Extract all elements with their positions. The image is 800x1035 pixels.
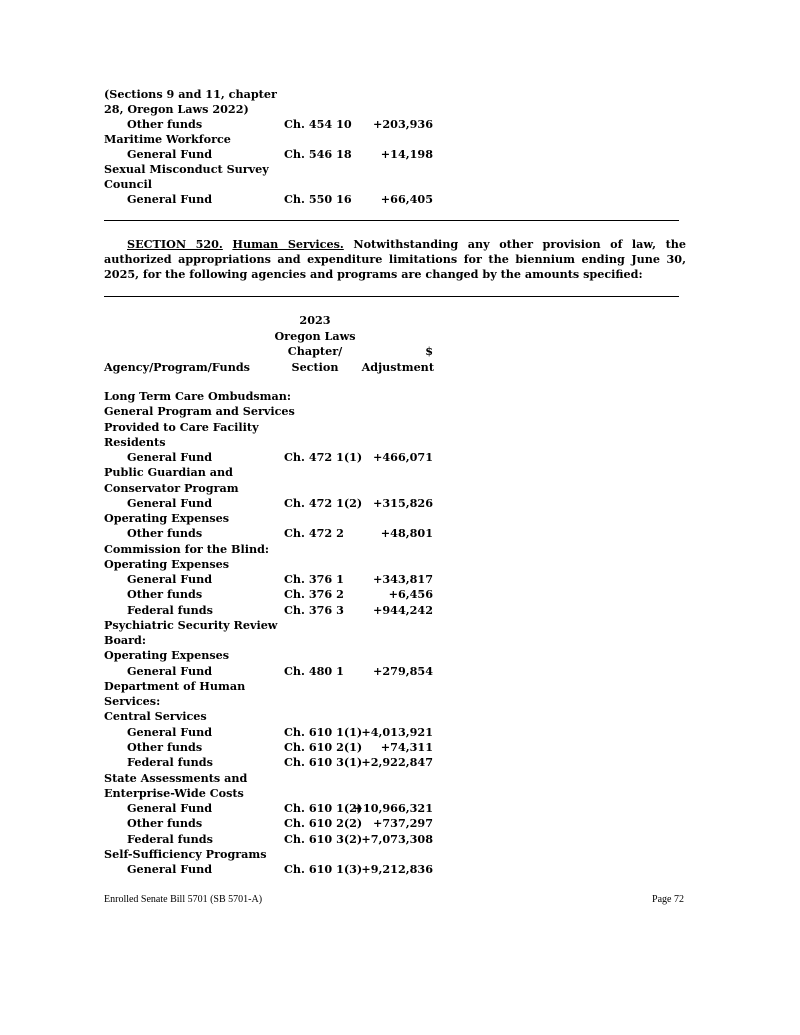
table-row-chapter: Ch. 472 1(1) xyxy=(284,450,363,465)
table-row-amount: +2,922,847 xyxy=(361,755,433,770)
section-520-paragraph xyxy=(104,237,686,282)
section-number: SECTION 520. xyxy=(127,237,223,251)
header-chapter-line4: Section xyxy=(291,359,339,374)
header-dollar: $ xyxy=(425,344,433,358)
table-row-label: Commission for the Blind: xyxy=(104,541,270,556)
top-row-amount: +14,198 xyxy=(380,147,433,161)
top-row-label: Sexual Misconduct Survey xyxy=(104,162,269,176)
table-row-label: Services: xyxy=(104,694,161,709)
table-row-chapter: Ch. 480 1 xyxy=(284,663,344,678)
top-row-label: Maritime Workforce xyxy=(104,132,231,146)
header-adjustment: Adjustment xyxy=(361,359,434,374)
top-row-amount: +66,405 xyxy=(380,192,433,206)
top-row-label: Council xyxy=(104,177,152,191)
table-row-label: General Fund xyxy=(127,801,213,816)
table-row-label: Board: xyxy=(104,633,147,648)
top-row-label: General Fund xyxy=(127,192,213,206)
table-row-amount: +10,966,321 xyxy=(353,801,433,816)
footer-bill-name: Enrolled Senate Bill 5701 (SB 5701-A) xyxy=(104,894,263,905)
table-row-label: Federal funds xyxy=(127,602,213,617)
table-row-label: General Program and Services xyxy=(104,404,295,419)
table-row-label: Federal funds xyxy=(127,831,213,846)
table-row-amount: +48,801 xyxy=(380,526,433,541)
top-row-chapter: Ch. 454 10 xyxy=(284,117,352,131)
table-row-chapter: Ch. 610 2(1) xyxy=(284,739,363,754)
table-row-chapter: Ch. 610 1(2) xyxy=(284,801,363,816)
section-text: Notwithstanding any other provision of law, the authorized appropriations and expenditure limitations for the biennium ending June 30, 2025, for the following agencies and programs are changed by the amounts specified: xyxy=(104,237,686,281)
table-row-label: State Assessments and xyxy=(104,770,248,785)
table-row-amount: +6,456 xyxy=(388,587,433,602)
table-row-label: Other funds xyxy=(127,526,203,541)
table-row-label: General Fund xyxy=(127,862,213,877)
top-row-label: (Sections 9 and 11, chapter xyxy=(104,87,277,101)
table-row-label: Other funds xyxy=(127,739,203,754)
table-row-label: Operating Expenses xyxy=(104,511,230,526)
table-row-label: Operating Expenses xyxy=(104,648,230,663)
table-row-label: Department of Human xyxy=(104,678,246,693)
footer-page-number: Page 72 xyxy=(652,894,684,905)
table-row-chapter: Ch. 376 1 xyxy=(284,572,344,587)
table-row-chapter: Ch. 472 2 xyxy=(284,526,344,541)
table-row-chapter: Ch. 610 1(1) xyxy=(284,724,363,739)
table-row-amount: +343,817 xyxy=(373,572,433,587)
table-row-amount: +944,242 xyxy=(373,602,433,617)
table-row-amount: +74,311 xyxy=(380,739,433,754)
table-row-label: Enterprise-Wide Costs xyxy=(104,785,244,800)
section-title: Human Services. xyxy=(232,237,344,251)
table-row-chapter: Ch. 472 1(2) xyxy=(284,495,363,510)
table-row-label: Public Guardian and xyxy=(104,465,233,480)
divider-top xyxy=(104,220,679,221)
table-row-label: Self-Sufficiency Programs xyxy=(104,846,267,861)
top-row-chapter: Ch. 546 18 xyxy=(284,147,352,161)
table-row-chapter: Ch. 376 3 xyxy=(284,602,344,617)
table-row-amount: +737,297 xyxy=(373,816,433,831)
table-row-label: Long Term Care Ombudsman: xyxy=(104,389,292,403)
top-row-label: 28, Oregon Laws 2022) xyxy=(104,102,249,116)
table-row-amount: +7,073,308 xyxy=(361,831,433,846)
header-chapter-line1: 2023 xyxy=(299,313,331,327)
header-agency: Agency/Program/Funds xyxy=(104,359,250,374)
table-row-label: Federal funds xyxy=(127,755,213,770)
header-chapter-line2: Oregon Laws xyxy=(274,328,356,343)
top-row-label: General Fund xyxy=(127,147,213,161)
table-row-amount: +4,013,921 xyxy=(361,724,433,739)
table-row-label: Conservator Program xyxy=(104,480,239,495)
table-row-amount: +9,212,836 xyxy=(361,862,433,877)
table-row-amount: +315,826 xyxy=(373,495,433,510)
table-row-chapter: Ch. 610 1(3) xyxy=(284,862,363,877)
table-row-amount: +466,071 xyxy=(373,450,433,465)
table-row-label: Other funds xyxy=(127,816,203,831)
table-row-chapter: Ch. 610 3(2) xyxy=(284,831,363,846)
top-row-label: Other funds xyxy=(127,117,203,131)
divider-middle xyxy=(104,296,679,297)
table-row-amount: +279,854 xyxy=(373,663,433,678)
table-row-label: Operating Expenses xyxy=(104,556,230,571)
top-row-amount: +203,936 xyxy=(373,117,433,131)
table-row-chapter: Ch. 376 2 xyxy=(284,587,344,602)
header-chapter-line3: Chapter/ xyxy=(287,344,343,358)
table-row-label: Psychiatric Security Review xyxy=(104,617,278,632)
table-row-chapter: Ch. 610 2(2) xyxy=(284,816,363,831)
table-row-label: General Fund xyxy=(127,663,213,678)
table-row-label: Other funds xyxy=(127,587,203,602)
table-row-chapter: Ch. 610 3(1) xyxy=(284,755,363,770)
top-row-chapter: Ch. 550 16 xyxy=(284,192,352,206)
table-row-label: Central Services xyxy=(104,709,207,724)
table-row-label: General Fund xyxy=(127,450,213,465)
table-row-label: General Fund xyxy=(127,572,213,587)
table-row-label: General Fund xyxy=(127,495,213,510)
table-row-label: Provided to Care Facility xyxy=(104,419,259,434)
table-row-label: Residents xyxy=(104,434,166,449)
table-row-label: General Fund xyxy=(127,724,213,739)
